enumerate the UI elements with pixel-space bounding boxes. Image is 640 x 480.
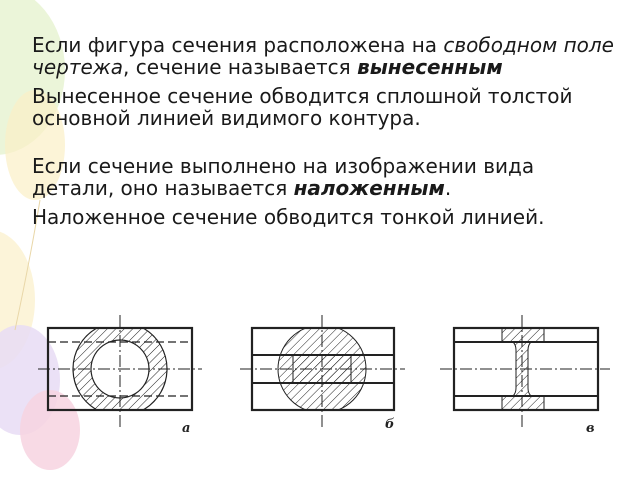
- paragraph-3: [32, 155, 622, 199]
- para1-prefix: Если фигура сечения расположена на: [32, 33, 444, 57]
- figure-b: [240, 315, 405, 428]
- para3-prefix: Если сечение выполнено на изображении вида детали, оно называется: [32, 154, 535, 200]
- para3-suffix: .: [444, 176, 452, 200]
- label-a: а: [182, 421, 191, 436]
- term-nalozhennym: наложенным: [293, 176, 445, 200]
- section-drawings: [0, 300, 640, 480]
- paragraph-2: Вынесенное сечение обводится сплошной толстой основной линией видимого контура.: [32, 84, 573, 130]
- paragraph-1: [32, 34, 622, 78]
- label-v: в: [586, 421, 595, 436]
- paragraph-4: Наложенное сечение обводится тонкой линией.: [32, 205, 545, 229]
- term-vynesennym: вынесенным: [357, 55, 503, 79]
- slide-text: [32, 34, 622, 228]
- para1-italic-term: свободном поле чертежа: [32, 33, 614, 79]
- figure-v: [440, 315, 610, 428]
- label-b: б: [385, 417, 395, 432]
- figure-a: [38, 315, 202, 428]
- para1-middle: , сечение называется: [123, 55, 358, 79]
